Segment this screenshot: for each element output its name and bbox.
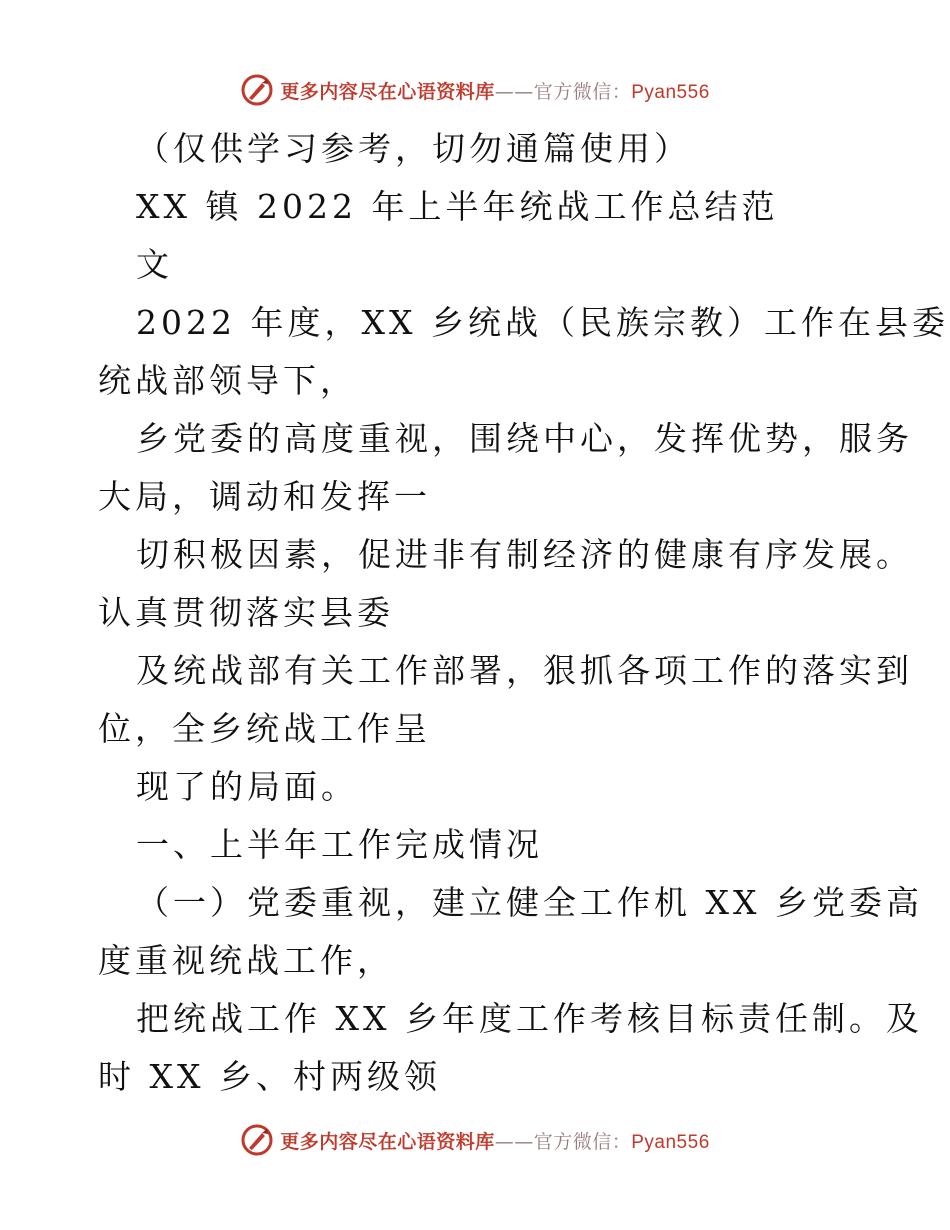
section-heading: 一、上半年工作完成情况	[136, 825, 543, 864]
subsection-heading-line: （一）党委重视，建立健全工作机 XX 乡党委高	[136, 883, 923, 922]
quill-logo-icon	[240, 73, 274, 107]
footer-banner	[0, 1118, 950, 1162]
document-title-line-2: 文	[136, 245, 173, 284]
banner-promo-text: 更多内容尽在心语资料库	[280, 80, 495, 103]
banner-wechat-id: Pyan556	[631, 1131, 710, 1153]
paragraph-line: 2022 年度，XX 乡统战（民族宗教）工作在县委	[136, 303, 949, 342]
header-banner	[0, 68, 950, 112]
banner-wechat-label: 官方微信：	[533, 1130, 632, 1153]
paragraph-line: 现了的局面。	[136, 767, 358, 806]
paragraph-line: 切积极因素，促进非有制经济的健康有序发展。	[136, 535, 913, 574]
banner-wechat-label: 官方微信：	[533, 80, 632, 103]
paragraph-line: 把统战工作 XX 乡年度工作考核目标责任制。及	[136, 999, 923, 1038]
paragraph-line: 时 XX 乡、村两级领	[98, 1057, 441, 1096]
paragraph-line: 位，全乡统战工作呈	[98, 709, 431, 748]
document-body	[98, 120, 949, 1106]
paragraph-line: 乡党委的高度重视，围绕中心，发挥优势，服务	[136, 419, 913, 458]
banner-dash: ——	[494, 1130, 534, 1153]
banner-dash: ——	[494, 80, 534, 103]
quill-logo-icon	[240, 1123, 274, 1157]
banner-wechat-id: Pyan556	[631, 81, 710, 103]
banner-promo-text: 更多内容尽在心语资料库	[280, 1130, 495, 1153]
paragraph-line: 及统战部有关工作部署，狠抓各项工作的落实到	[136, 651, 913, 690]
paragraph-line: 度重视统战工作，	[98, 941, 394, 980]
paragraph-line: 大局，调动和发挥一	[98, 477, 431, 516]
paragraph-line: 认真贯彻落实县委	[98, 593, 394, 632]
document-title-line-1: XX 镇 2022 年上半年统战工作总结范	[136, 187, 779, 226]
disclaimer-line: （仅供学习参考，切勿通篇使用）	[136, 129, 691, 168]
paragraph-line: 统战部领导下，	[98, 361, 357, 400]
